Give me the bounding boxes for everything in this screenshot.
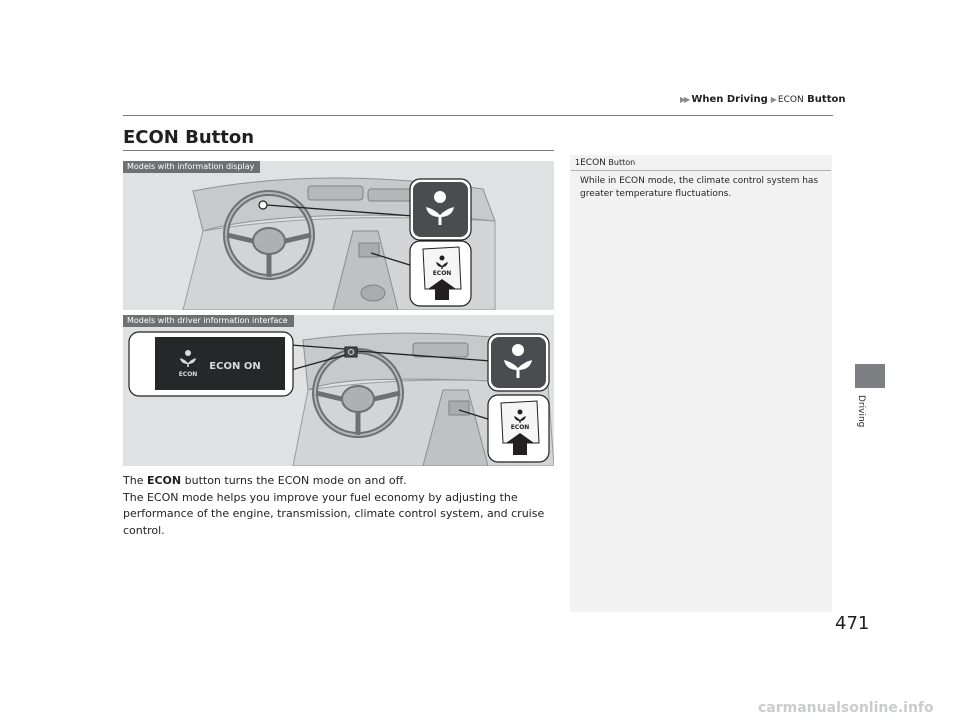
paragraph-2: The ECON mode helps you improve your fuel economy by adjusting the performance of the engine, transmission, climate control system, and cruise control. xyxy=(123,490,545,537)
display-econ-on-message: ECON ON xyxy=(209,361,261,372)
breadcrumb-item-when-driving: When Driving xyxy=(691,94,768,105)
header-rule xyxy=(123,115,833,116)
sidebar-rule xyxy=(571,170,831,171)
figure-label: Models with driver information interface xyxy=(123,315,294,327)
sidebar-note-panel xyxy=(570,155,832,612)
econ-keyword: ECON xyxy=(146,474,182,487)
chapter-tab xyxy=(855,364,885,388)
dashboard-illustration-2 xyxy=(123,315,554,466)
figure-information-display xyxy=(123,161,554,310)
sidebar-note-text: While in ECON mode, the climate control system has greater temperature fluctuations. xyxy=(580,176,819,199)
title-rule xyxy=(123,150,554,151)
display-econ-text: ECON xyxy=(178,371,198,378)
page-title: ECON Button xyxy=(123,127,255,148)
chapter-tab-label: Driving xyxy=(856,395,866,428)
figure-driver-information-interface xyxy=(123,315,554,466)
paragraph-1: The ECON button turns the ECON mode on and off. xyxy=(123,474,407,487)
econ-button-text: ECON xyxy=(432,270,452,277)
figure-label: Models with information display xyxy=(123,161,260,173)
breadcrumb-item-button: Button xyxy=(803,94,846,105)
page-number: 471 xyxy=(835,613,870,634)
dashboard-illustration-1 xyxy=(123,161,554,310)
watermark: carmanualsonline.info xyxy=(758,700,934,716)
sidebar-note-title: 1ECON Button xyxy=(575,158,636,168)
body-text xyxy=(123,473,563,539)
note-marker: 1 xyxy=(575,158,581,167)
double-arrow-icon: ▶▶ xyxy=(680,95,689,104)
breadcrumb-item-econ: ECON xyxy=(777,95,804,105)
breadcrumb xyxy=(680,94,845,105)
econ-button-text: ECON xyxy=(510,424,530,431)
arrow-icon: ▶ xyxy=(770,95,775,104)
